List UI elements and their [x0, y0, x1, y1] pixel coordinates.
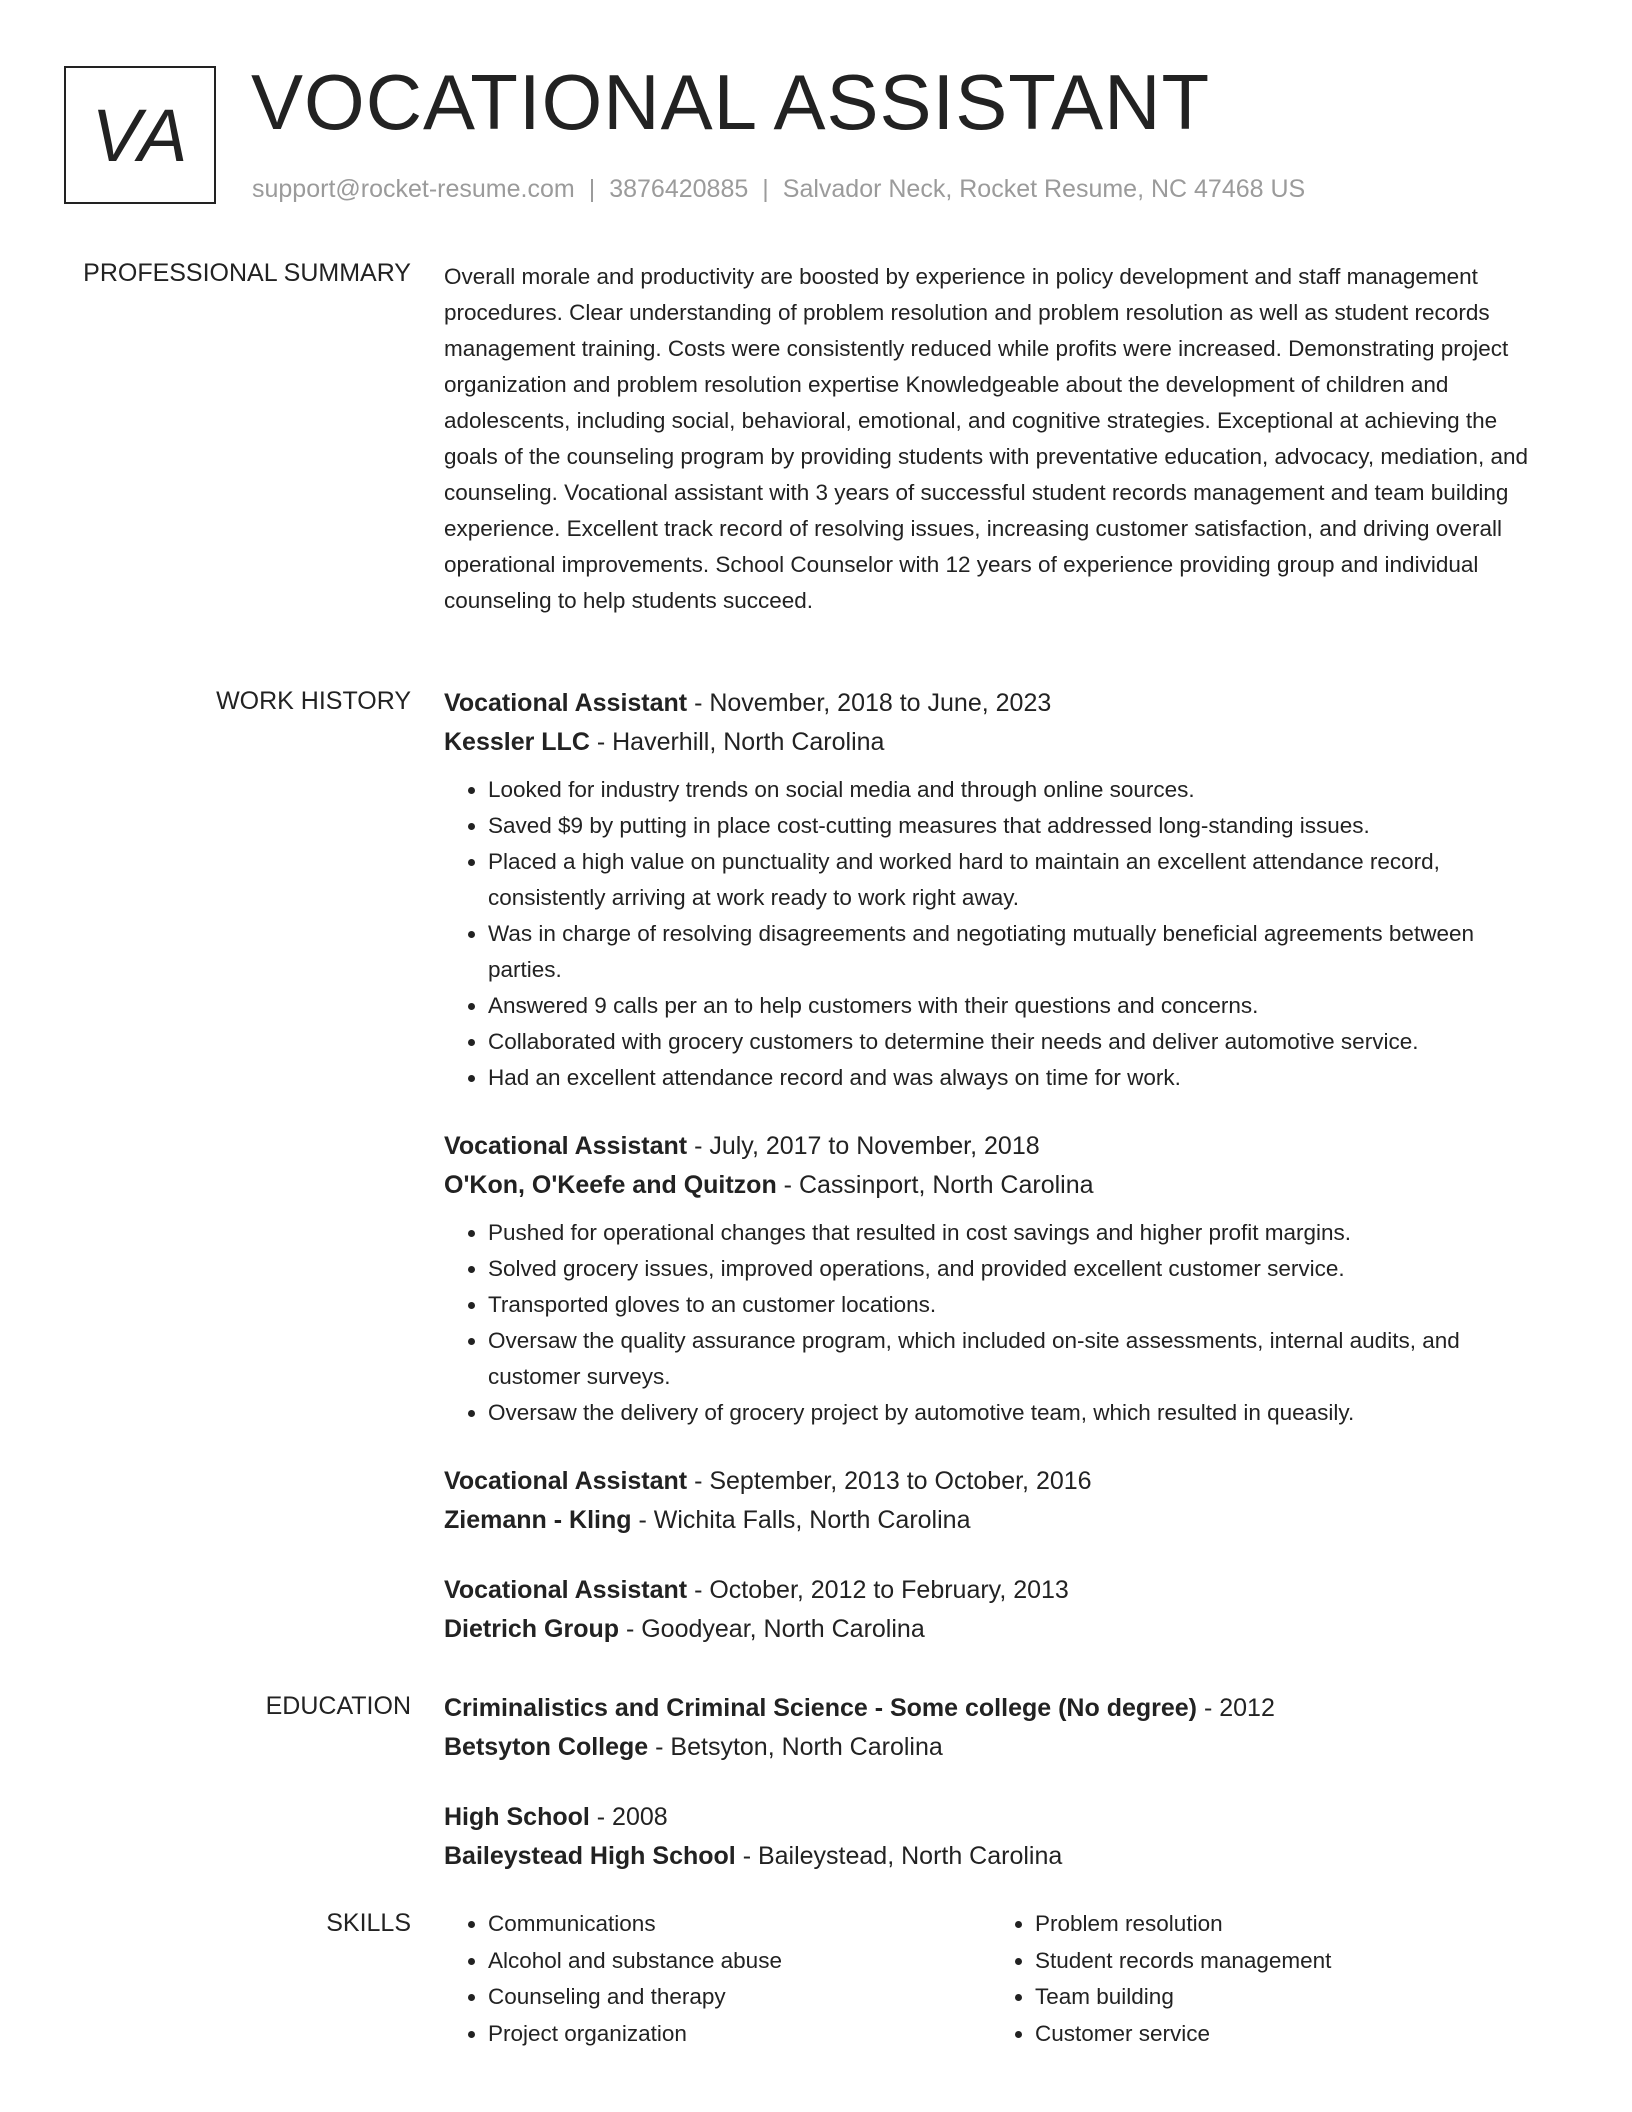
job-dates: - October, 2012 to February, 2013	[687, 1576, 1069, 1604]
degree-year: - 2012	[1197, 1694, 1275, 1722]
job-bullet: • Saved $9 by putting in place cost-cutting measures that addressed long-standing issues.	[488, 808, 1554, 844]
monogram-logo: VA	[64, 66, 216, 204]
job-entry	[444, 1127, 1554, 1431]
job-bullet: • Had an excellent attendance record and was always on time for work.	[488, 1060, 1554, 1096]
degree-line	[444, 1798, 1554, 1837]
job-dates: - September, 2013 to October, 2016	[687, 1467, 1092, 1495]
job-bullet: • Oversaw the delivery of grocery project by automotive team, which resulted in queasily.	[488, 1395, 1554, 1431]
skills-columns	[444, 1906, 1554, 2052]
job-bullet: • Solved grocery issues, improved operations, and provided excellent customer service.	[488, 1251, 1554, 1287]
job-bullet: • Was in charge of resolving disagreements and negotiating mutually beneficial agreements between parties.	[488, 916, 1554, 988]
degree-name: Criminalistics and Criminal Science - Some college (No degree)	[444, 1694, 1198, 1722]
section-label-skills: SKILLS	[326, 1909, 411, 1937]
skills-list-left	[444, 1906, 991, 2052]
job-bullet: • Oversaw the quality assurance program, which included on-site assessments, internal audits, and customer surveys.	[488, 1323, 1554, 1395]
job-title-line	[444, 1462, 1554, 1501]
job-title-line	[444, 684, 1554, 723]
job-bullet: • Looked for industry trends on social media and through online sources.	[488, 772, 1554, 808]
section-label-summary: PROFESSIONAL SUMMARY	[83, 259, 411, 287]
job-bullets	[444, 1215, 1554, 1431]
job-company: Dietrich Group	[444, 1615, 620, 1643]
job-bullet: • Transported gloves to an customer locations.	[488, 1287, 1554, 1323]
job-company-line	[444, 1501, 1554, 1540]
school-name: Betsyton College	[444, 1733, 649, 1761]
job-location: - Wichita Falls, North Carolina	[631, 1506, 971, 1534]
job-location: - Haverhill, North Carolina	[589, 728, 885, 756]
school-line	[444, 1728, 1554, 1767]
degree-year: - 2008	[589, 1803, 668, 1831]
job-bullet: • Collaborated with grocery customers to determine their needs and deliver automotive service.	[488, 1024, 1554, 1060]
job-title: Vocational Assistant	[444, 1132, 688, 1160]
job-company: O'Kon, O'Keefe and Quitzon	[444, 1171, 777, 1199]
skill-item: • Problem resolution	[1035, 1906, 1538, 1943]
school-location: - Baileystead, North Carolina	[735, 1842, 1063, 1870]
education-entry	[444, 1689, 1554, 1767]
job-entry	[444, 1462, 1554, 1540]
job-entry	[444, 684, 1554, 1096]
candidate-title: VOCATIONAL ASSISTANT	[251, 58, 1211, 146]
job-title-line	[444, 1127, 1554, 1166]
job-company-line	[444, 1166, 1554, 1205]
job-dates: - November, 2018 to June, 2023	[687, 689, 1052, 717]
skills-list-right	[991, 1906, 1538, 2052]
job-location: - Cassinport, North Carolina	[776, 1171, 1094, 1199]
section-label-education: EDUCATION	[265, 1692, 411, 1720]
skill-item: • Counseling and therapy	[488, 1979, 991, 2016]
degree-name: High School	[444, 1803, 590, 1831]
school-line	[444, 1837, 1554, 1876]
job-company: Ziemann - Kling	[444, 1506, 632, 1534]
degree-line	[444, 1689, 1554, 1728]
skill-item: • Customer service	[1035, 2016, 1538, 2053]
job-title: Vocational Assistant	[444, 1576, 688, 1604]
job-entry	[444, 1571, 1554, 1649]
skill-item: • Alcohol and substance abuse	[488, 1943, 991, 1980]
school-name: Baileystead High School	[444, 1842, 736, 1870]
skill-item: • Communications	[488, 1906, 991, 1943]
job-company-line	[444, 1610, 1554, 1649]
job-dates: - July, 2017 to November, 2018	[687, 1132, 1040, 1160]
contact-separator: |	[762, 175, 769, 203]
job-company: Kessler LLC	[444, 728, 590, 756]
contact-line	[252, 172, 1305, 206]
job-title-line	[444, 1571, 1554, 1610]
job-bullet: • Answered 9 calls per an to help customers with their questions and concerns.	[488, 988, 1554, 1024]
job-company-line	[444, 723, 1554, 762]
skill-item: • Team building	[1035, 1979, 1538, 2016]
job-location: - Goodyear, North Carolina	[619, 1615, 925, 1643]
summary-text: Overall morale and productivity are boosted by experience in policy development and staff management procedures. Clear understanding of problem resolution and problem resolution as well as student records management training. Costs were consistently reduced while profits were increased. Demonstrating project organization and problem resolution expertise Knowledgeable about the development of children and adolescents, including social, behavioral, emotional, and cognitive strategies. Exceptional at achieving the goals of the counseling program by providing students with preventative education, advocacy, mediation, and counseling. Vocational assistant with 3 years of successful student records management and team building experience. Excellent track record of resolving issues, increasing customer satisfaction, and driving overall operational improvements. School Counselor with 12 years of experience providing group and individual counseling to help students succeed.	[444, 264, 1528, 613]
job-bullets	[444, 772, 1554, 1096]
job-bullet: • Placed a high value on punctuality and worked hard to maintain an excellent attendance record, consistently arriving at work ready to work right away.	[488, 844, 1554, 916]
address-text: Salvador Neck, Rocket Resume, NC 47468 US	[782, 175, 1306, 203]
email-text: support@rocket-resume.com	[252, 175, 575, 203]
job-bullet: • Pushed for operational changes that resulted in cost savings and higher profit margins.	[488, 1215, 1554, 1251]
job-title: Vocational Assistant	[444, 689, 688, 717]
skill-item: • Student records management	[1035, 1943, 1538, 1980]
section-label-work-history: WORK HISTORY	[216, 687, 411, 715]
job-title: Vocational Assistant	[444, 1467, 688, 1495]
education-entry	[444, 1798, 1554, 1876]
phone-text: 3876420885	[609, 175, 749, 203]
school-location: - Betsyton, North Carolina	[648, 1733, 943, 1761]
skill-item: • Project organization	[488, 2016, 991, 2053]
contact-separator: |	[588, 175, 596, 203]
